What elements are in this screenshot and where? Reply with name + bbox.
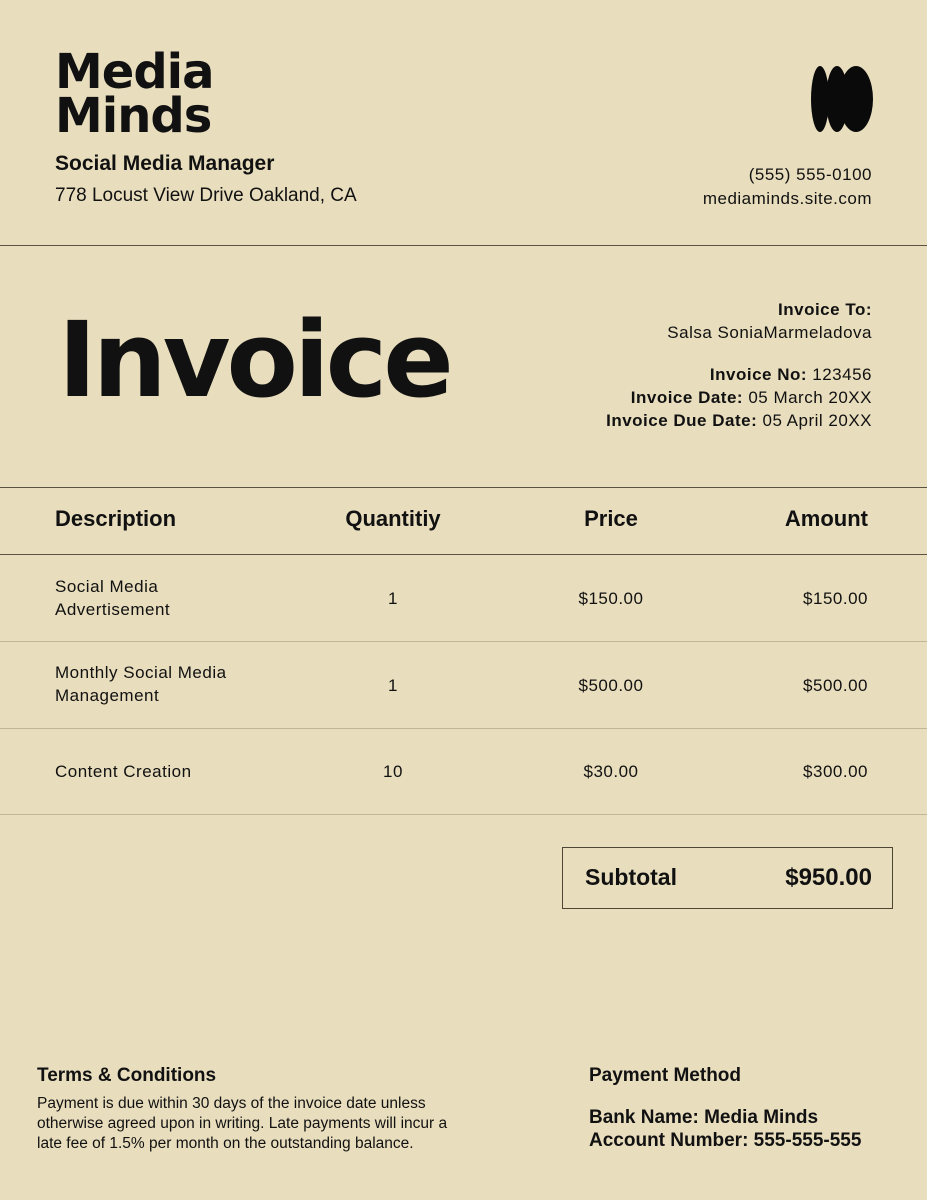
company-contact (703, 163, 872, 211)
company-address: 778 Locust View Drive Oakland, CA (55, 185, 357, 206)
column-header-amount: Amount (784, 506, 868, 531)
invoice-date-label: Invoice Date: (630, 388, 744, 407)
terms-line: otherwise agreed upon in writing. Late payments will incur a (37, 1115, 448, 1132)
table-row-price: $500.00 (578, 676, 644, 695)
table-row-amount: $500.00 (803, 676, 868, 695)
payment-heading: Payment Method (589, 1065, 742, 1086)
table-row-description (55, 575, 315, 621)
terms-text (37, 1094, 507, 1154)
company-name-line2: Minds (55, 88, 212, 144)
company-website: mediaminds.site.com (702, 189, 872, 208)
row-divider (0, 728, 927, 729)
terms-heading: Terms & Conditions (37, 1065, 217, 1086)
invoice-no-value: 123456 (812, 365, 872, 384)
company-name-line1: Media (55, 44, 214, 100)
table-row-quantity: 1 (388, 589, 398, 608)
invoice-date-value: 05 March 20XX (748, 388, 872, 407)
table-row-quantity: 10 (383, 762, 403, 781)
row-divider (0, 814, 927, 815)
description-line: Content Creation (55, 762, 192, 781)
header-divider (0, 245, 927, 246)
table-row-description (55, 760, 315, 783)
subtotal-label: Subtotal (585, 864, 677, 890)
subtotal-value: $950.00 (785, 864, 872, 891)
invoice-due-value: 05 April 20XX (762, 411, 872, 430)
terms-line: Payment is due within 30 days of the invoice date unless (37, 1095, 426, 1112)
payment-bank: Bank Name: Media Minds (589, 1107, 819, 1128)
table-header-divider (0, 554, 927, 555)
company-phone: (555) 555-0100 (748, 165, 872, 184)
description-line: Management (55, 686, 160, 705)
table-top-divider (0, 487, 927, 488)
invoice-meta (606, 298, 872, 432)
company-name (55, 44, 214, 144)
column-header-price: Price (584, 506, 638, 531)
invoice-to-label: Invoice To: (778, 300, 872, 319)
terms-line: late fee of 1.5% per month on the outstanding balance. (37, 1135, 414, 1152)
company-role: Social Media Manager (55, 152, 275, 175)
description-line: Social Media (55, 577, 159, 596)
table-row-amount: $300.00 (803, 762, 868, 781)
invoice-to-name: Salsa SoniaMarmeladova (667, 323, 872, 342)
column-header-description: Description (55, 506, 177, 531)
table-row-quantity: 1 (388, 676, 398, 695)
invoice-title: Invoice (58, 299, 450, 421)
invoice-due-label: Invoice Due Date: (606, 411, 758, 430)
table-row-amount: $150.00 (803, 589, 868, 608)
row-divider (0, 641, 927, 642)
payment-account: Account Number: 555-555-555 (589, 1130, 862, 1151)
table-row-price: $30.00 (583, 762, 639, 781)
table-row-price: $150.00 (578, 589, 644, 608)
description-line: Advertisement (55, 600, 171, 619)
invoice-no-label: Invoice No: (709, 365, 808, 384)
description-line: Monthly Social Media (55, 663, 227, 682)
column-header-quantity: Quantitiy (345, 506, 441, 531)
three-ellipse-logo-icon (810, 66, 874, 132)
table-row-description (55, 661, 315, 707)
